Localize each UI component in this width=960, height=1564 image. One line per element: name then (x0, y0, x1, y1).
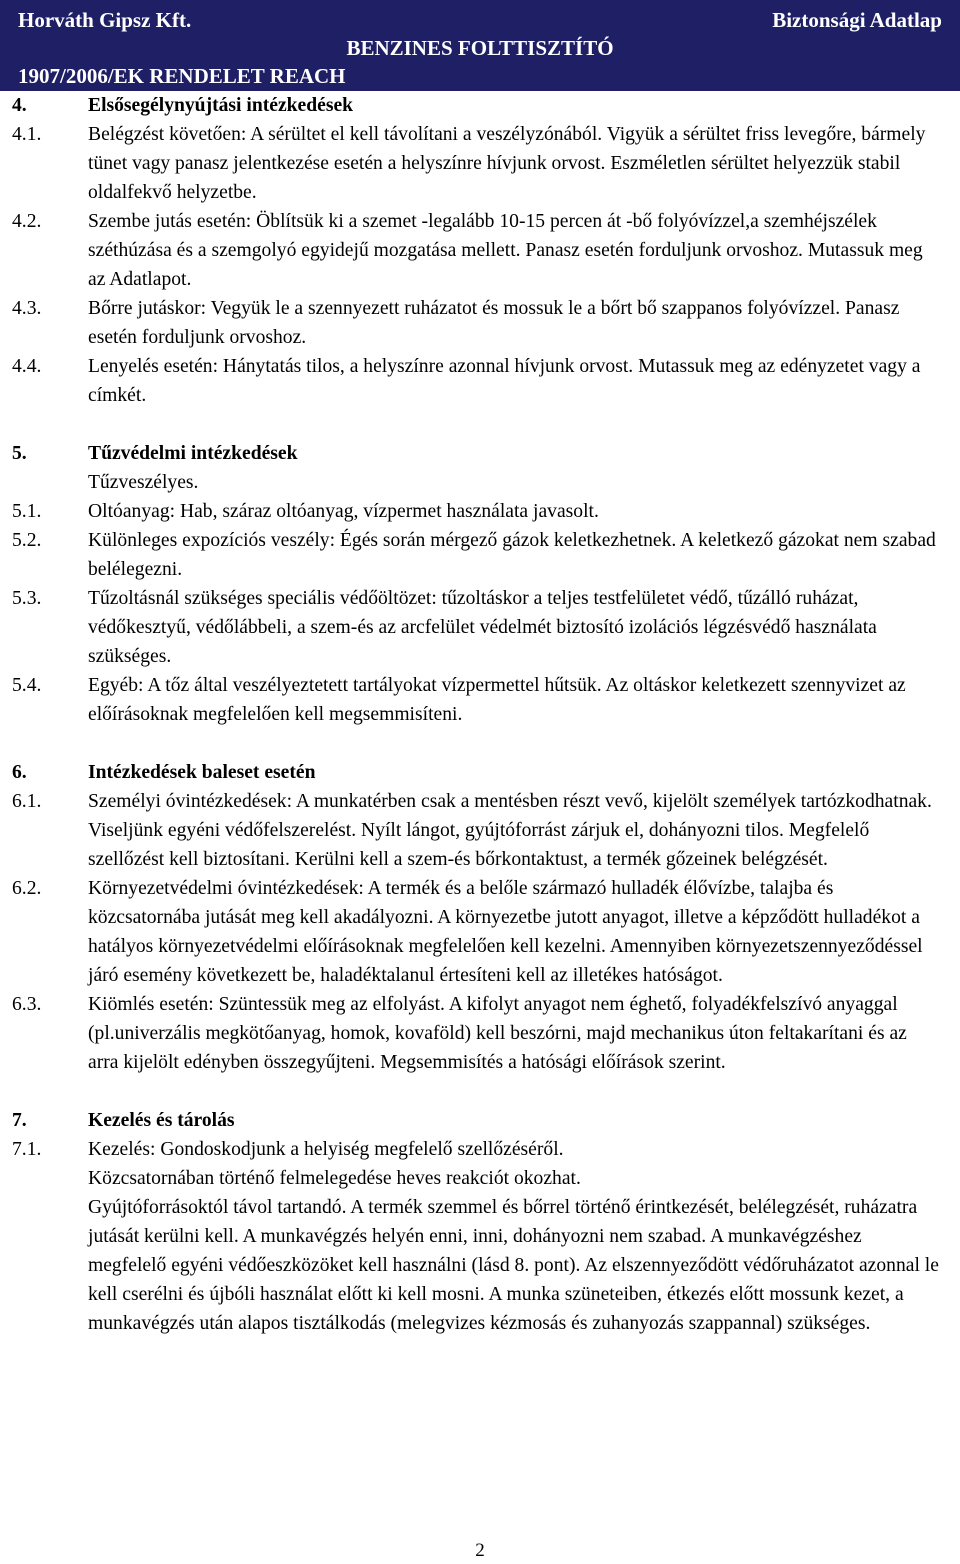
item-number: 5.3. (12, 588, 42, 609)
section-number: 5. (12, 443, 27, 464)
section-heading-7 (12, 1106, 942, 1135)
page-header (0, 0, 960, 91)
item-6-2 (12, 874, 942, 990)
item-text-block (88, 1135, 942, 1338)
item-text: Oltóanyag: Hab, száraz oltóanyag, vízpermet használata javasolt. (88, 501, 599, 522)
section-heading-4 (12, 91, 942, 120)
section-5-intro (12, 468, 942, 497)
item-text: Szembe jutás esetén: Öblítsük ki a szemet -legalább 10-15 percen át -bő folyóvízzel,a szemhéjszélek széthúzása és a szemgolyó egyidejű mozgatása mellett. Panasz esetén forduljunk orvoshoz. Mutassuk meg az Adatlapot. (88, 211, 923, 290)
item-4-1 (12, 120, 942, 207)
item-number: 4.4. (12, 356, 42, 377)
section-title: Kezelés és tárolás (88, 1110, 235, 1131)
item-text: Környezetvédelmi óvintézkedések: A termék és a belőle származó hulladék élővízbe, talajba és közcsatornába jutását meg kell akadályozni. A környezetbe jutott anyagot, illetve a képződött hulladékot a hatályos környezetvédelmi előírásoknak megfelelően kell kezelni. Amennyiben környezetszennyeződéssel járó esemény következett be, haladéktalanul értesíteni kell az illetékes hatóságot. (88, 878, 923, 986)
item-4-2 (12, 207, 942, 294)
spacer (12, 729, 942, 758)
document-type: Biztonsági Adatlap (772, 8, 942, 32)
section-heading-5 (12, 439, 942, 468)
item-5-4 (12, 671, 942, 729)
item-text: Lenyelés esetén: Hánytatás tilos, a helyszínre azonnal hívjunk orvost. Mutassuk meg az edényzetet vagy a címkét. (88, 356, 921, 406)
item-text: Különleges expozíciós veszély: Égés során mérgező gázok keletkezhetnek. A keletkező gázokat nem szabad belélegezni. (88, 530, 936, 580)
item-text-line: Közcsatornában történő felmelegedése heves reakciót okozhat. (88, 1168, 581, 1189)
item-number: 6.2. (12, 878, 42, 899)
item-text: Bőrre jutáskor: Vegyük le a szennyezett ruházatot és mossuk le a bőrt bő szappanos folyóvízzel. Panasz esetén forduljunk orvoshoz. (88, 298, 900, 348)
item-number: 7.1. (12, 1139, 42, 1160)
item-text-paragraph: Gyújtóforrásoktól távol tartandó. A termék szemmel és bőrrel történő érintkezését, belélegzését, ruházatra jutását kerülni kell. A munkavégzés helyén enni, inni, dohányozni nem szabad. A munkavégzéshez megfelelő egyéni védőeszközöket kell használni (lásd 8. pont). Az elszennyeződött védőruházatot azonnal le kell cserélni és újbóli használat előtt ki kell mosni. A munka szüneteiben, étkezés előtt mossunk kezet, a munkavégzés után alapos tisztálkodás (melegvizes kézmosás és zuhanyozás szappannal) szükséges. (88, 1197, 939, 1334)
section-title: Tűzvédelmi intézkedések (88, 443, 298, 464)
item-5-2 (12, 526, 942, 584)
item-text: Belégzést követően: A sérültet el kell távolítani a veszélyzónából. Vigyük a sérültet friss levegőre, bármely tünet vagy panasz jelentkezése esetén a helyszínre hívjunk orvost. Eszméletlen sérültet helyezzük stabil oldalfekvő helyzetbe. (88, 124, 926, 203)
item-number: 6.1. (12, 791, 42, 812)
section-number: 4. (12, 95, 27, 116)
item-4-4 (12, 352, 942, 410)
item-6-1 (12, 787, 942, 874)
item-5-3 (12, 584, 942, 671)
company-name: Horváth Gipsz Kft. (18, 8, 192, 32)
item-number: 4.2. (12, 211, 42, 232)
section-number: 6. (12, 762, 27, 783)
item-text: Tűzoltásnál szükséges speciális védőöltözet: tűzoltáskor a teljes testfelületet védő, tűzálló ruházat, védőkesztyű, védőlábbeli, a szem-és az arcfelület védelmét biztosító izolációs légzésvédő használata szükséges. (88, 588, 877, 667)
item-text: Egyéb: A tőz által veszélyeztetett tartályokat vízpermettel hűtsük. Az oltáskor keletkezett szennyvizet az előírásoknak megfelelően kell megsemmisíteni. (88, 675, 906, 725)
product-name: BENZINES FOLTTISZTÍTÓ (346, 36, 614, 60)
section-heading-6 (12, 758, 942, 787)
item-text: Személyi óvintézkedések: A munkatérben csak a mentésben részt vevő, kijelölt személyek tartózkodhatnak. Viseljünk egyéni védőfelszerelést. Nyílt lángot, gyújtóforrást zárjuk el, dohányozni tilos. Megfelelő szellőzést kell biztosítani. Kerülni kell a szem-és bőrkontaktust, a termék gőzeinek belégzését. (88, 791, 932, 870)
item-5-1 (12, 497, 942, 526)
page-number: 2 (475, 1540, 485, 1561)
document-body (12, 91, 942, 1338)
section-title: Elsősegélynyújtási intézkedések (88, 95, 354, 116)
item-text: Kiömlés esetén: Szüntessük meg az elfolyást. A kifolyt anyagot nem éghető, folyadékfelszívó anyaggal (pl.univerzális megkötőanyag, homok, kovaföld) kell beszórni, majd mechanikus úton feltakarítani és az arra kijelölt edényben összegyűjteni. Megsemmisítés a hatósági előírások szerint. (88, 994, 907, 1073)
item-7-1 (12, 1135, 942, 1338)
item-number: 5.4. (12, 675, 42, 696)
spacer (12, 1077, 942, 1106)
item-number: 6.3. (12, 994, 42, 1015)
spacer (12, 410, 942, 439)
item-6-3 (12, 990, 942, 1077)
item-number: 5.1. (12, 501, 42, 522)
item-text: Tűzveszélyes. (88, 472, 199, 493)
item-number: 4.1. (12, 124, 42, 145)
item-text-line: Kezelés: Gondoskodjunk a helyiség megfelelő szellőzéséről. (88, 1139, 564, 1160)
section-title: Intézkedések baleset esetén (88, 762, 316, 783)
section-number: 7. (12, 1110, 27, 1131)
item-4-3 (12, 294, 942, 352)
regulation: 1907/2006/EK RENDELET REACH (18, 64, 346, 88)
item-number: 5.2. (12, 530, 42, 551)
item-number: 4.3. (12, 298, 42, 319)
